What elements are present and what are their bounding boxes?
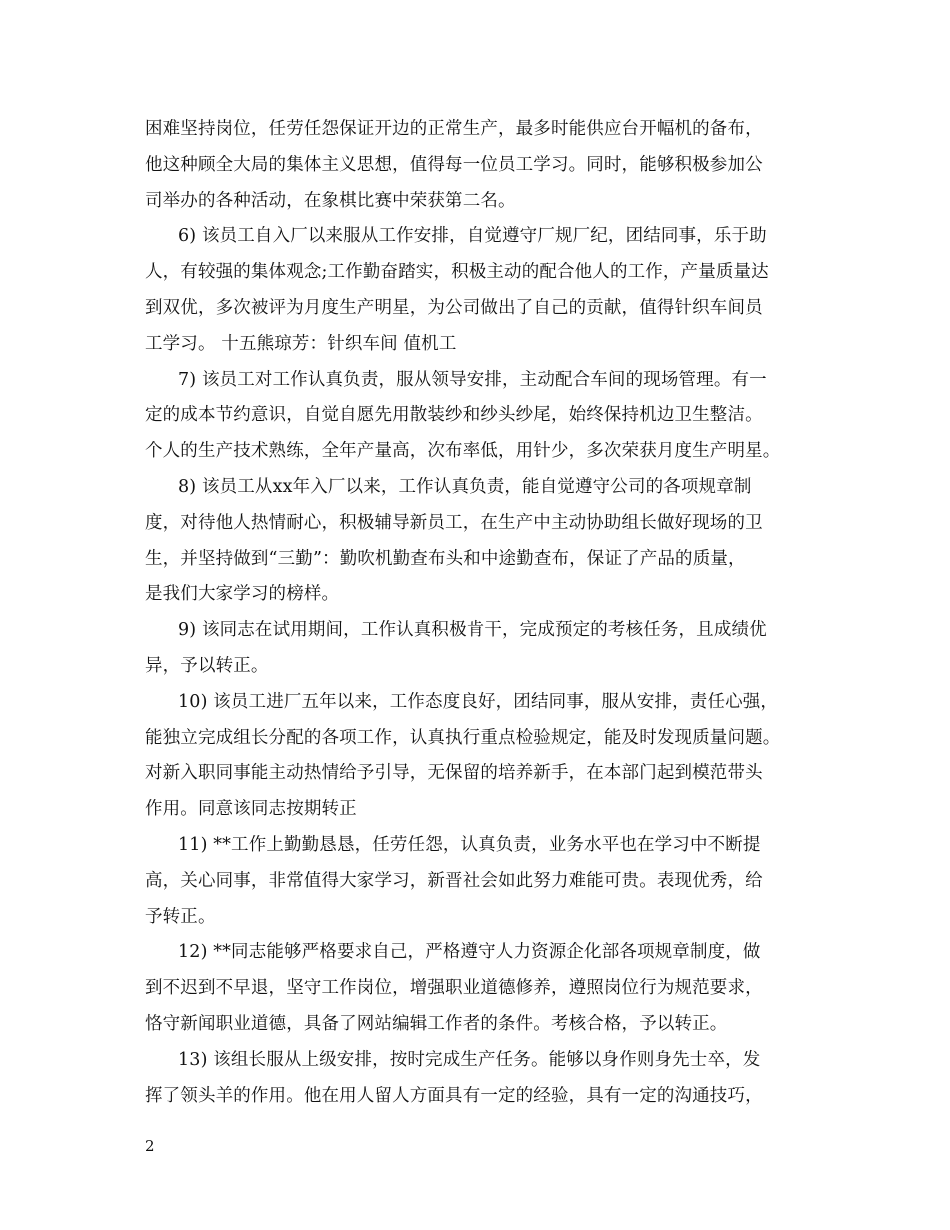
paragraph-9-start: 9) 该同志在试用期间，工作认真积极肯干，完成预定的考核任务，且成绩优 [178, 620, 767, 641]
text-line: 他这种顾全大局的集体主义思想，值得每一位员工学习。同时，能够积极参加公 [145, 154, 763, 175]
paragraph-8-start: 8) 该员工从xx年入厂以来，工作认真负责，能自觉遵守公司的各项规章制 [178, 476, 752, 497]
text-line: 异，予以转正。 [145, 655, 269, 676]
text-line: 到双优，多次被评为月度生产明星，为公司做出了自己的贡献，值得针织车间员 [145, 297, 763, 318]
text-line: 挥了领头羊的作用。他在用人留人方面具有一定的经验，具有一定的沟通技巧， [145, 1085, 763, 1106]
text-line: 作用。同意该同志按期转正 [145, 799, 357, 820]
text-line: 恪守新闻职业道德，具备了网站编辑工作者的条件。考核合格，予以转正。 [145, 1013, 728, 1034]
text-line: 生，并坚持做到“三勤”：勤吹机勤查布头和中途勤查布，保证了产品的质量， [145, 548, 746, 569]
paragraph-11-start: 11) **工作上勤勤恳恳，任劳任怨，认真负责，业务水平也在学习中不断提 [178, 834, 761, 855]
text-line: 困难坚持岗位，任劳任怨保证开边的正常生产，最多时能供应台开幅机的备布， [145, 119, 763, 139]
document-body [145, 112, 810, 1114]
paragraph-6-start: 6) 该员工自入厂以来服从工作安排，自觉遵守厂规厂纪，团结同事，乐于助 [178, 226, 767, 247]
text-line: 人，有较强的集体观念;工作勤奋踏实，积极主动的配合他人的工作，产量质量达 [145, 262, 769, 283]
page-number: 2 [145, 1137, 155, 1155]
text-line: 能独立完成组长分配的各项工作，认真执行重点检验规定，能及时发现质量问题。 [145, 727, 781, 748]
text-line: 高，关心同事，非常值得大家学习，新晋社会如此努力难能可贵。表现优秀，给 [145, 870, 763, 891]
text-line: 个人的生产技术熟练，全年产量高，次布率低，用针少，多次荣获月度生产明星。 [145, 441, 781, 462]
paragraph-7-start: 7) 该员工对工作认真负责，服从领导安排，主动配合车间的现场管理。有一 [178, 369, 767, 390]
text-line: 司举办的各种活动，在象棋比赛中荣获第二名。 [145, 190, 516, 211]
paragraph-13-start: 13) 该组长服从上级安排，按时完成生产任务。能够以身作则身先士卒，发 [178, 1049, 761, 1070]
text-line: 予转正。 [145, 906, 216, 927]
paragraph-10-start: 10) 该员工进厂五年以来，工作态度良好，团结同事，服从安排，责任心强， [178, 691, 779, 712]
text-line: 工学习。 十五熊琼芳：针织车间 值机工 [145, 333, 457, 354]
text-line: 度，对待他人热情耐心，积极辅导新员工，在生产中主动协助组长做好现场的卫 [145, 512, 763, 533]
text-line: 对新入职同事能主动热情给予引导，无保留的培养新手，在本部门起到模范带头 [145, 763, 763, 784]
text-line: 是我们大家学习的榜样。 [145, 584, 340, 605]
paragraph-12-start: 12) **同志能够严格要求自己，严格遵守人力资源企化部各项规章制度，做 [178, 942, 761, 963]
text-line: 定的成本节约意识，自觉自愿先用散装纱和纱头纱尾，始终保持机边卫生整洁。 [145, 405, 763, 426]
text-line: 到不迟到不早退，坚守工作岗位，增强职业道德修养，遵照岗位行为规范要求， [145, 978, 763, 999]
